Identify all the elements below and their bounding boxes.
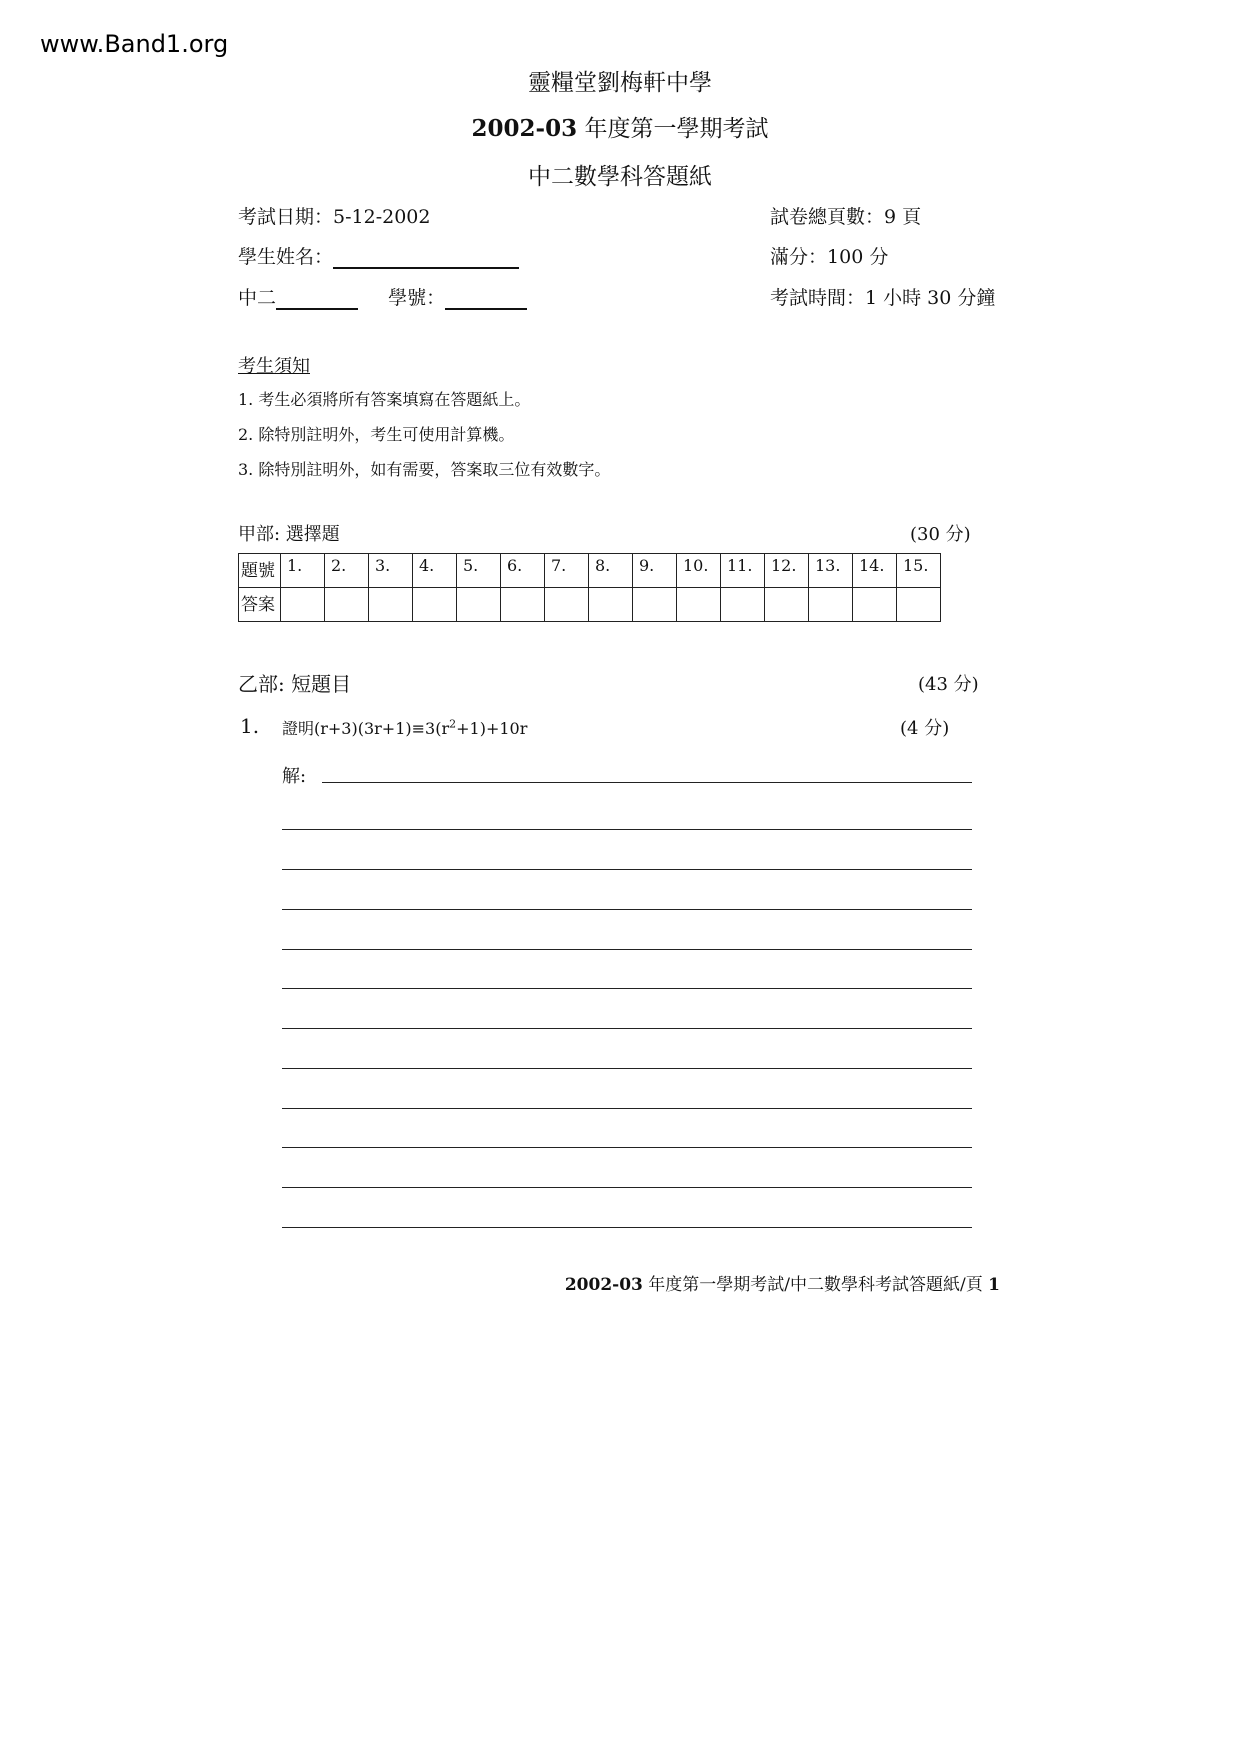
question-number: 9. — [633, 554, 677, 588]
question-number: 6. — [501, 554, 545, 588]
question-1-text — [282, 716, 527, 739]
question-number: 14. — [853, 554, 897, 588]
total-pages-value: 9 — [884, 206, 897, 228]
section-b-title: 乙部: 短題目 — [238, 672, 352, 696]
student-name-blank[interactable] — [333, 247, 519, 269]
answer-cell[interactable] — [281, 588, 325, 622]
answer-line[interactable] — [282, 1227, 972, 1228]
answer-line[interactable] — [282, 988, 972, 989]
exam-time-value: 1 小時 30 分鐘 — [865, 287, 996, 309]
solution-label: 解: — [282, 766, 307, 787]
answer-cell[interactable] — [413, 588, 457, 622]
question-number: 3. — [369, 554, 413, 588]
answer-cell[interactable] — [501, 588, 545, 622]
answer-cell[interactable] — [589, 588, 633, 622]
question-number: 12. — [765, 554, 809, 588]
question-number: 8. — [589, 554, 633, 588]
question-number: 4. — [413, 554, 457, 588]
answer-cell[interactable] — [677, 588, 721, 622]
answer-line[interactable] — [282, 869, 972, 870]
student-name — [238, 242, 519, 269]
answer-line[interactable] — [282, 1068, 972, 1069]
class-row — [238, 283, 527, 310]
total-pages-unit: 頁 — [902, 206, 922, 228]
answer-cell[interactable] — [325, 588, 369, 622]
exam-date — [238, 202, 430, 229]
question-number: 2. — [325, 554, 369, 588]
question-number: 7. — [545, 554, 589, 588]
total-pages-label: 試卷總頁數： — [770, 206, 885, 228]
answer-cell[interactable] — [633, 588, 677, 622]
student-no-label: 學號： — [388, 287, 446, 309]
class-label: 中二 — [238, 287, 277, 309]
paper-title: 中二數學科答題紙 — [528, 164, 712, 190]
full-marks-value: 100 分 — [827, 246, 889, 268]
notice-heading: 考生須知 — [238, 356, 310, 377]
class-blank[interactable] — [276, 288, 358, 310]
question-1-exponent: 2 — [449, 717, 457, 731]
question-number: 13. — [809, 554, 853, 588]
exam-date-value: 5-12-2002 — [333, 206, 431, 228]
exam-date-label: 考試日期： — [238, 206, 334, 228]
question-number: 15. — [897, 554, 941, 588]
answer-cell[interactable] — [721, 588, 765, 622]
question-number-row — [239, 554, 941, 588]
total-pages — [770, 202, 921, 229]
question-number: 5. — [457, 554, 501, 588]
section-b-marks: (43 分) — [918, 674, 979, 695]
question-1-text-prefix: 證明(r+3)(3r+1)≡3(r — [282, 719, 450, 738]
answer-line[interactable] — [282, 909, 972, 910]
answer-cell[interactable] — [369, 588, 413, 622]
answer-line[interactable] — [282, 1108, 972, 1109]
school-name: 靈糧堂劉梅軒中學 — [528, 70, 712, 96]
answer-line[interactable] — [282, 829, 972, 830]
question-number: 1. — [281, 554, 325, 588]
answer-cell[interactable] — [545, 588, 589, 622]
question-1-text-suffix: +1)+10r — [456, 719, 528, 738]
answer-cell[interactable] — [853, 588, 897, 622]
answer-cell[interactable] — [765, 588, 809, 622]
answer-cell[interactable] — [809, 588, 853, 622]
answer-line[interactable] — [282, 949, 972, 950]
question-number: 10. — [677, 554, 721, 588]
answer-cell[interactable] — [457, 588, 501, 622]
exam-time-label: 考試時間： — [770, 287, 866, 309]
answer-line[interactable] — [282, 1147, 972, 1148]
notice-item: 2. 除特別註明外，考生可使用計算機。 — [238, 425, 515, 444]
answer-row — [239, 588, 941, 622]
question-number: 11. — [721, 554, 765, 588]
exam-title — [0, 110, 1240, 143]
exam-year: 2002-03 — [471, 115, 578, 142]
student-no-blank[interactable] — [445, 288, 527, 310]
watermark: www.Band1.org — [40, 30, 229, 58]
footer-page-number: 1 — [988, 1275, 1000, 1295]
answer-header: 答案 — [239, 588, 281, 622]
exam-time — [770, 283, 995, 310]
footer-text: 年度第一學期考試/中二數學科考試答題紙/頁 — [648, 1275, 983, 1295]
notice-item: 1. 考生必須將所有答案填寫在答題紙上。 — [238, 390, 531, 409]
answer-line[interactable] — [282, 1187, 972, 1188]
section-a-title: 甲部: 選擇題 — [238, 524, 340, 545]
answer-line[interactable] — [282, 1028, 972, 1029]
exam-term: 年度第一學期考試 — [584, 116, 769, 142]
answer-table — [238, 553, 941, 622]
section-a-marks: (30 分) — [910, 524, 971, 545]
notice-item: 3. 除特別註明外，如有需要，答案取三位有效數字。 — [238, 460, 611, 479]
footer-year: 2002-03 — [564, 1275, 643, 1295]
answer-line[interactable] — [322, 782, 972, 783]
page-footer — [565, 1270, 1000, 1295]
question-number-header: 題號 — [239, 554, 281, 588]
student-name-label: 學生姓名： — [238, 246, 334, 268]
full-marks-label: 滿分： — [770, 246, 828, 268]
question-1-number: 1. — [240, 714, 260, 738]
question-1-marks: (4 分) — [900, 718, 950, 739]
answer-cell[interactable] — [897, 588, 941, 622]
full-marks — [770, 242, 888, 269]
